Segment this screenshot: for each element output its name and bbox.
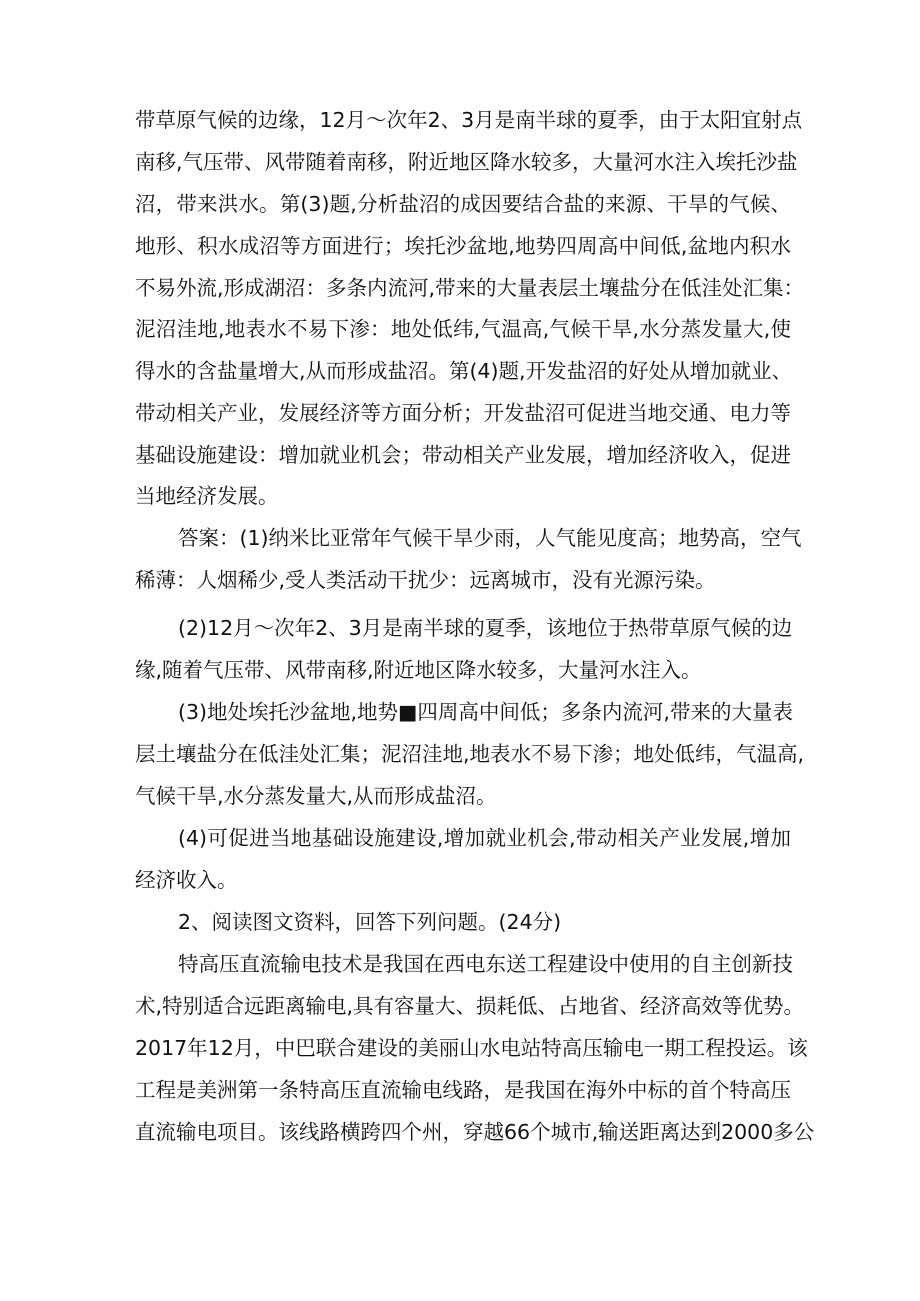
answer-line: (2)12月～次年2、3月是南半球的夏季，该地位于热带草原气候的边 <box>178 616 793 640</box>
text-line: 术,特别适合远距离输电,具有容量大、损耗低、占地省、经济高效等优势。 <box>135 994 805 1018</box>
answer-line: (4)可促进当地基础设施建设,增加就业机会,带动相关产业发展,增加 <box>178 826 791 850</box>
answer-line: 缘,随着气压带、风带南移,附近地区降水较多，大量河水注入。 <box>135 658 702 682</box>
question-heading: 2、阅读图文资料，回答下列问题。(24分) <box>178 910 562 934</box>
answer-line: (3)地处埃托沙盆地,地势■四周高中间低；多条内流河,带来的大量表 <box>178 700 793 724</box>
answer-line: 稀薄：人烟稀少,受人类活动干扰少：远离城市，没有光源污染。 <box>135 568 716 592</box>
text-line: 带动相关产业，发展经济等方面分析；开发盐沼可促进当地交通、电力等 <box>135 401 791 425</box>
text-line: 泥沼洼地,地表水不易下渗：地处低纬,气温高,气候干旱,水分蒸发量大,使 <box>135 317 791 341</box>
text-line: 直流输电项目。该线路横跨四个州，穿越66个城市,输送距离达到2000多公 <box>135 1120 815 1144</box>
text-line: 基础设施建设：增加就业机会；带动相关产业发展，增加经济收入，促进 <box>135 443 791 467</box>
text-line: 2017年12月，中巴联合建设的美丽山水电站特高压输电一期工程投运。该 <box>135 1036 808 1060</box>
text-line: 不易外流,形成湖沼：多条内流河,带来的大量表层土壤盐分在低洼处汇集： <box>135 276 805 300</box>
text-line: 南移,气压带、风带随着南移，附近地区降水较多，大量河水注入埃托沙盐 <box>135 150 798 174</box>
answer-line: 气候干旱,水分蒸发量大,从而形成盐沼。 <box>135 784 497 808</box>
answer-line: 经济收入。 <box>135 868 238 892</box>
text-line: 沼，带来洪水。第(3)题,分析盐沼的成因要结合盐的来源、干旱的气候、 <box>135 192 791 216</box>
text-line: 工程是美洲第一条特高压直流输电线路，是我国在海外中标的首个特高压 <box>135 1078 791 1102</box>
text-line: 当地经济发展。 <box>135 484 279 508</box>
text-line: 带草原气候的边缘，12月～次年2、3月是南半球的夏季，由于太阳宜射点 <box>135 108 803 132</box>
answer-line: 层土壤盐分在低洼处汇集；泥沼洼地,地表水不易下渗；地处低纬，气温高, <box>135 742 805 766</box>
text-line: 得水的含盐量增大,从而形成盐沼。第(4)题,开发盐沼的好处从增加就业、 <box>135 359 793 383</box>
text-line: 地形、积水成沼等方面进行；埃托沙盆地,地势四周高中间低,盆地内积水 <box>135 234 791 258</box>
text-line: 特高压直流输电技术是我国在西电东送工程建设中使用的自主创新技 <box>178 952 793 976</box>
answer-line: 答案：(1)纳米比亚常年气候干旱少雨，人气能见度高；地势高，空气 <box>178 526 802 550</box>
